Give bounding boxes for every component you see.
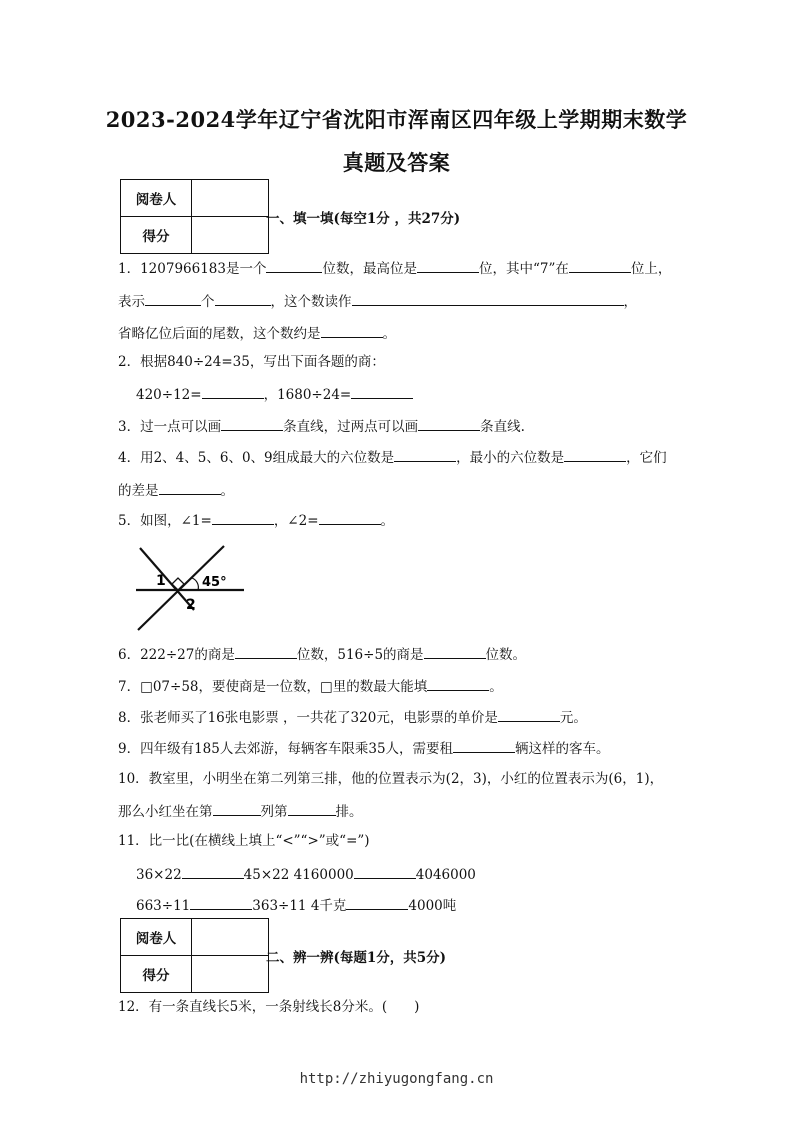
- answer-blank[interactable]: [221, 416, 283, 431]
- question-6: 6．222÷27的商是 位数，516÷5的商是 位数。: [118, 644, 526, 664]
- answer-blank[interactable]: [321, 323, 383, 338]
- grader-label: 阅卷人: [121, 180, 192, 217]
- question-2: 2．根据840÷24=35，写出下面各题的商：: [118, 354, 385, 370]
- answer-blank[interactable]: [352, 291, 624, 306]
- question-12: 12．有一条直线长5米，一条射线长8分米。( ): [118, 999, 420, 1015]
- answer-blank[interactable]: [215, 291, 271, 306]
- answer-blank[interactable]: [424, 644, 486, 659]
- answer-blank[interactable]: [453, 738, 515, 753]
- question-8: 8．张老师买了16张电影票 ，一共花了320元，电影票的单价是 元。: [118, 707, 587, 727]
- question-5: 5．如图，∠1= ，∠2= 。: [118, 510, 394, 530]
- answer-blank[interactable]: [346, 895, 408, 910]
- answer-blank[interactable]: [288, 801, 336, 816]
- question-9: 9．四年级有185人去郊游，每辆客车限乘35人，需要租 辆这样的客车。: [118, 738, 610, 758]
- angle-figure: [132, 542, 252, 632]
- angle-label-45: 45°: [202, 575, 227, 590]
- answer-blank[interactable]: [498, 707, 560, 722]
- answer-blank[interactable]: [235, 644, 297, 659]
- question-2-items: 420÷12= ，1680÷24=: [136, 384, 413, 404]
- angle-label-2: 2: [186, 597, 196, 613]
- question-4-line2: 的差是 。: [118, 480, 234, 500]
- score-cell[interactable]: [192, 217, 269, 254]
- answer-blank[interactable]: [190, 895, 252, 910]
- question-1-line1: 1．1207966183是一个 位数，最高位是 位，其中“7”在 位上，: [118, 258, 671, 278]
- score-table-1: [120, 179, 269, 254]
- footer-url: http://zhiyugongfang.cn: [299, 1071, 494, 1087]
- question-7: 7．□07÷58，要使商是一位数，□里的数最大能填 。: [118, 676, 503, 696]
- score-cell[interactable]: [192, 956, 269, 993]
- answer-blank[interactable]: [212, 510, 274, 525]
- section-heading-1: 一、填一填(每空1分 ，共27分): [266, 211, 461, 227]
- answer-blank[interactable]: [202, 384, 264, 399]
- answer-blank[interactable]: [145, 291, 201, 306]
- question-11: 11．比一比(在横线上填上“<”“>”或“=”): [118, 833, 370, 849]
- score-label: 得分: [121, 217, 192, 254]
- page-title-line2: 真题及答案: [342, 150, 451, 175]
- question-10-line2: 那么小红坐在第 列第 排。: [118, 801, 363, 821]
- answer-blank[interactable]: [213, 801, 261, 816]
- section-heading-2: 二、辨一辨(每题1分，共5分): [266, 950, 447, 966]
- answer-blank[interactable]: [569, 258, 631, 273]
- angle-arc: [192, 578, 198, 590]
- answer-blank[interactable]: [182, 864, 244, 879]
- question-11-row1: 36×22 45×22 4160000 4046000: [136, 864, 476, 884]
- angle-label-1: 1: [156, 573, 166, 589]
- answer-blank[interactable]: [418, 416, 480, 431]
- grader-label: 阅卷人: [121, 919, 192, 956]
- question-11-row2: 663÷11 363÷11 4千克 4000吨: [136, 895, 456, 915]
- answer-blank[interactable]: [351, 384, 413, 399]
- grader-cell[interactable]: [192, 919, 269, 956]
- question-4-line1: 4．用2、4、5、6、0、9组成最大的六位数是 ，最小的六位数是 ，它们: [118, 447, 667, 467]
- grader-cell[interactable]: [192, 180, 269, 217]
- page-title: 2023-2024学年辽宁省沈阳市浑南区四年级上学期期末数学: [105, 107, 688, 132]
- answer-blank[interactable]: [427, 676, 489, 691]
- answer-blank[interactable]: [319, 510, 381, 525]
- answer-blank[interactable]: [564, 447, 626, 462]
- question-1-line3: 省略亿位后面的尾数，这个数约是 。: [118, 323, 396, 343]
- answer-blank[interactable]: [394, 447, 456, 462]
- answer-blank[interactable]: [266, 258, 322, 273]
- answer-blank[interactable]: [159, 480, 221, 495]
- score-label: 得分: [121, 956, 192, 993]
- question-3: 3．过一点可以画 条直线，过两点可以画 条直线.: [118, 416, 525, 436]
- question-1-line2: 表示 个 ，这个数读作 ，: [118, 291, 637, 311]
- question-10-line1: 10．教室里，小明坐在第二列第三排，他的位置表示为(2，3)，小红的位置表示为(6，1)，: [118, 771, 664, 787]
- answer-blank[interactable]: [417, 258, 479, 273]
- score-table-2: [120, 918, 269, 993]
- answer-blank[interactable]: [354, 864, 416, 879]
